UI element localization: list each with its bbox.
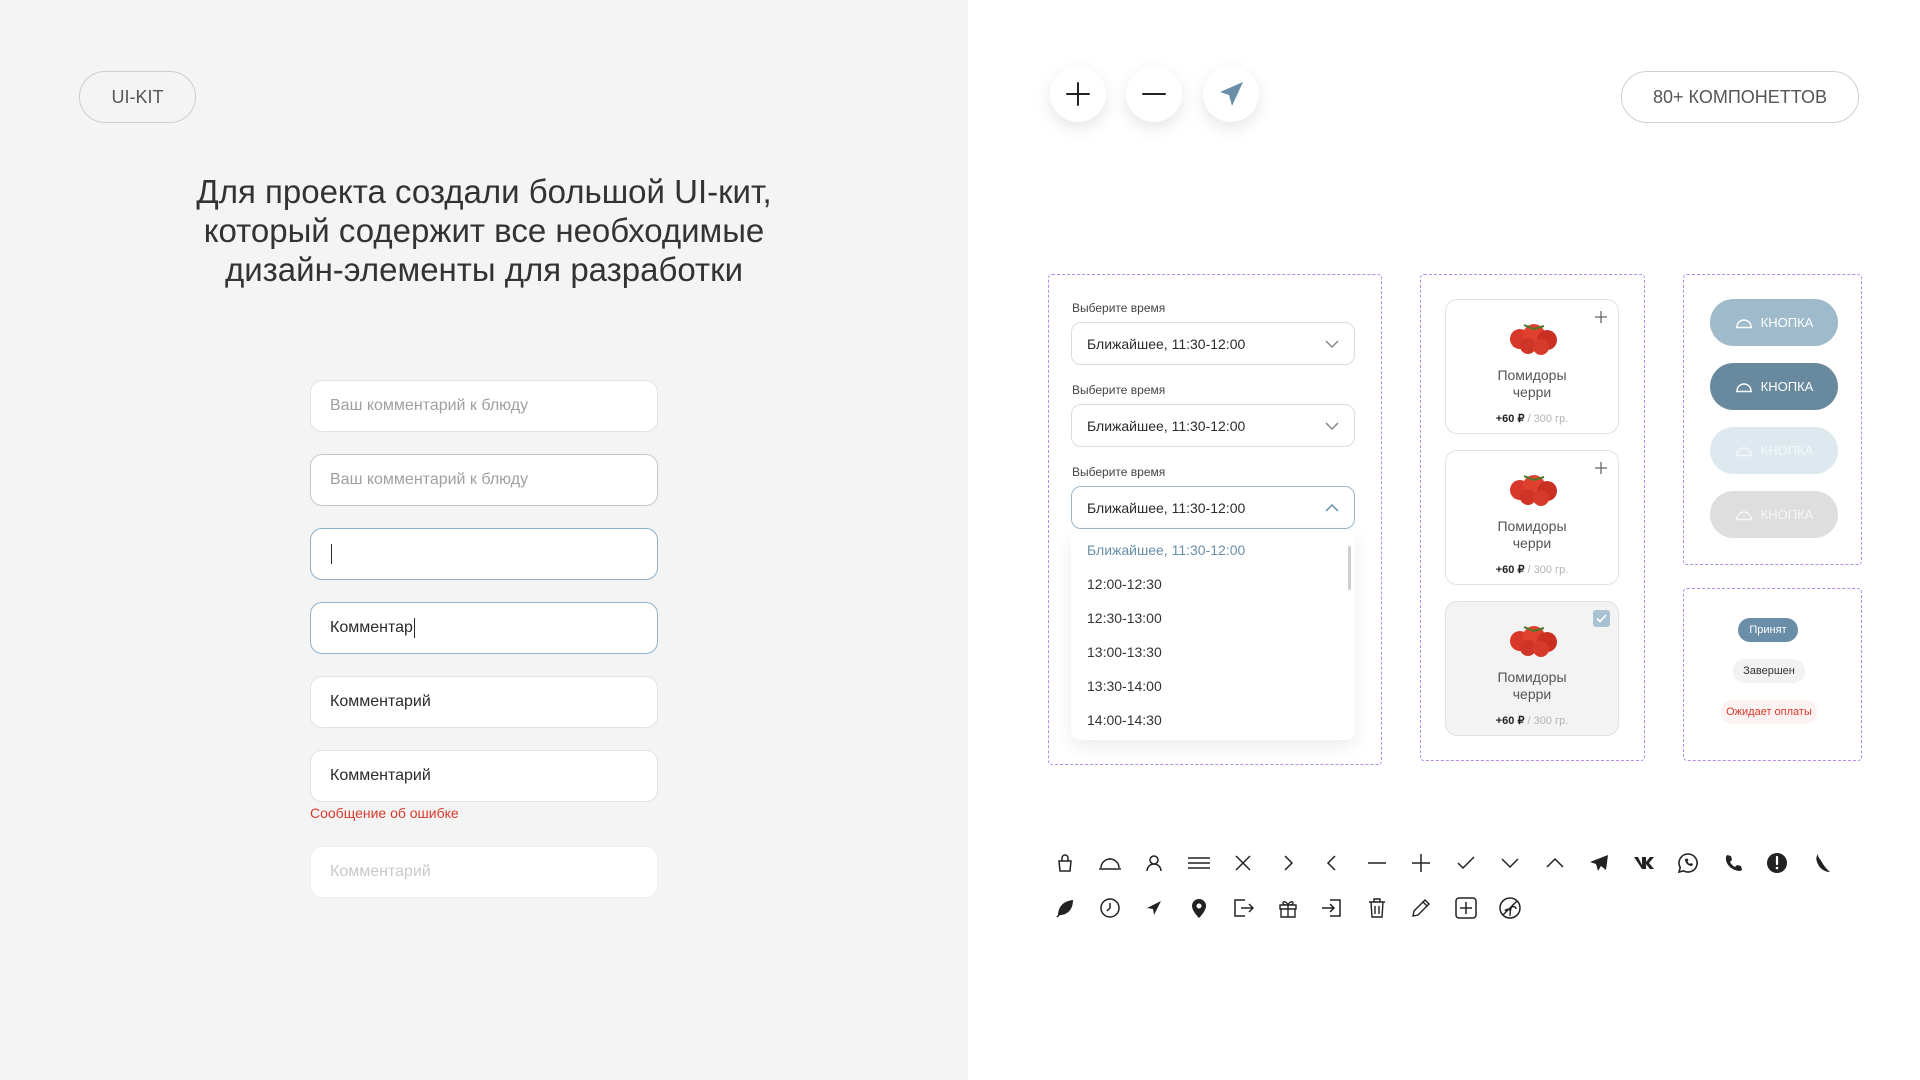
- check-icon: [1596, 614, 1607, 623]
- weight-value: / 300 гр.: [1527, 564, 1569, 576]
- weight-value: / 300 гр.: [1527, 715, 1569, 727]
- send-icon: [1217, 80, 1245, 108]
- cloche-icon: [1735, 445, 1753, 457]
- product-price: [1446, 412, 1618, 425]
- weight-value: / 300 гр.: [1527, 413, 1569, 425]
- dropdown-option[interactable]: 12:00-12:30: [1087, 576, 1162, 592]
- button-grey-disabled: [1710, 491, 1838, 538]
- dropdown-option[interactable]: 13:30-14:00: [1087, 678, 1162, 694]
- comment-field-placeholder: Комментарий: [330, 863, 431, 880]
- product-price: [1446, 563, 1618, 576]
- product-card[interactable]: [1445, 299, 1619, 434]
- add-icon[interactable]: [1594, 461, 1608, 475]
- minus-icon: [1355, 848, 1400, 878]
- text-caret: [331, 544, 332, 564]
- cloche-icon: [1735, 509, 1753, 521]
- location-arrow-icon: [1132, 893, 1177, 923]
- product-name: [1446, 518, 1618, 552]
- chevron-down-icon: [1324, 419, 1340, 433]
- minus-icon: [1141, 81, 1167, 107]
- tomato-image: [1506, 617, 1560, 657]
- trash-icon: [1355, 893, 1400, 923]
- tomato-image: [1506, 466, 1560, 506]
- product-name-line-1: Помидоры: [1497, 518, 1567, 534]
- comment-field-placeholder: Ваш комментарий к блюду: [330, 397, 529, 414]
- dropdown-scrollbar[interactable]: [1348, 546, 1351, 590]
- comment-field-placeholder: Ваш комментарий к блюду: [330, 471, 529, 488]
- components-count-pill: 80+ КОМПОНЕТТОВ: [1621, 71, 1859, 123]
- product-price: [1446, 714, 1618, 727]
- comment-field-focus[interactable]: [310, 528, 658, 580]
- button-hover[interactable]: [1710, 363, 1838, 410]
- vk-icon: [1622, 848, 1667, 878]
- check-icon: [1444, 848, 1489, 878]
- dropdown-option[interactable]: Ближайшее, 11:30-12:00: [1087, 542, 1246, 558]
- product-name-line-1: Помидоры: [1497, 367, 1567, 383]
- time-dropdown: [1071, 530, 1355, 740]
- select-value: Ближайшее, 11:30-12:00: [1087, 335, 1246, 352]
- chevron-left-icon: [1310, 848, 1355, 878]
- error-message: Сообщение об ошибке: [310, 805, 459, 821]
- button-default[interactable]: [1710, 299, 1838, 346]
- status-badge-done: Завершен: [1733, 659, 1805, 683]
- price-value: +60 ₽: [1495, 715, 1525, 727]
- chevron-down-icon: [1488, 848, 1533, 878]
- icon-row-2: [1043, 893, 1533, 923]
- chevron-down-icon: [1324, 337, 1340, 351]
- cloche-icon: [1735, 317, 1753, 329]
- cloche-icon: [1735, 381, 1753, 393]
- dropdown-option[interactable]: 13:00-13:30: [1087, 644, 1162, 660]
- plus-button[interactable]: [1050, 66, 1106, 122]
- checkbox-checked[interactable]: [1593, 610, 1610, 627]
- add-icon[interactable]: [1594, 310, 1608, 324]
- menu-icon: [1177, 848, 1222, 878]
- select-value: Ближайшее, 11:30-12:00: [1087, 417, 1246, 434]
- login-icon: [1310, 893, 1355, 923]
- comment-field-filled[interactable]: [310, 676, 658, 728]
- alert-icon: [1755, 848, 1800, 878]
- select-value: Ближайшее, 11:30-12:00: [1087, 499, 1246, 516]
- phone-icon: [1711, 848, 1756, 878]
- telegram-icon: [1577, 848, 1622, 878]
- chili-icon: [1800, 848, 1845, 878]
- chevron-up-icon: [1533, 848, 1578, 878]
- time-select-default[interactable]: [1071, 322, 1355, 365]
- comment-field-typing[interactable]: [310, 602, 658, 654]
- button-label: КНОПКА: [1760, 379, 1814, 394]
- plus-icon: [1399, 848, 1444, 878]
- status-badge-accepted: Принят: [1738, 618, 1798, 642]
- select-label: Выберите время: [1072, 301, 1166, 315]
- comment-field-disabled: [310, 846, 658, 898]
- product-name: [1446, 367, 1618, 401]
- user-icon: [1132, 848, 1177, 878]
- pencil-icon: [1399, 893, 1444, 923]
- select-label: Выберите время: [1072, 383, 1166, 397]
- button-label: КНОПКА: [1760, 315, 1814, 330]
- tomato-image: [1506, 315, 1560, 355]
- dropdown-option[interactable]: 14:00-14:30: [1087, 712, 1162, 728]
- product-name-line-1: Помидоры: [1497, 669, 1567, 685]
- clock-icon: [1088, 893, 1133, 923]
- plus-icon: [1065, 81, 1091, 107]
- status-badge-pending: Ожидает оплаты: [1721, 700, 1817, 724]
- whatsapp-icon: [1666, 848, 1711, 878]
- close-icon: [1221, 848, 1266, 878]
- icon-row-1: [1043, 848, 1844, 878]
- product-name-line-2: черри: [1512, 686, 1552, 702]
- text-caret: [414, 618, 415, 638]
- dropdown-option[interactable]: 12:30-13:00: [1087, 610, 1162, 626]
- cloche-icon: [1088, 848, 1133, 878]
- price-value: +60 ₽: [1495, 564, 1525, 576]
- button-light-disabled: [1710, 427, 1838, 474]
- select-label: Выберите время: [1072, 465, 1166, 479]
- product-name: [1446, 669, 1618, 703]
- comment-field-value: Комментарий: [330, 693, 431, 710]
- minus-button[interactable]: [1126, 66, 1182, 122]
- comment-field-value: Комментар: [330, 619, 413, 636]
- comment-field-hover[interactable]: [310, 454, 658, 506]
- product-name-line-2: черри: [1512, 384, 1552, 400]
- ui-kit-pill: UI-KIT: [79, 71, 196, 123]
- headline-line-1: Для проекта создали большой UI-кит,: [196, 173, 772, 210]
- price-value: +60 ₽: [1495, 413, 1525, 425]
- comment-field-error[interactable]: [310, 750, 658, 802]
- leaf-icon: [1043, 893, 1088, 923]
- comment-field-default[interactable]: [310, 380, 658, 432]
- button-label: КНОПКА: [1760, 443, 1814, 458]
- button-label: КНОПКА: [1760, 507, 1814, 522]
- time-select-hover[interactable]: [1071, 404, 1355, 447]
- gift-icon: [1266, 893, 1311, 923]
- chevron-up-icon: [1324, 501, 1340, 515]
- logout-icon: [1221, 893, 1266, 923]
- headline: [150, 172, 818, 289]
- headline-line-2: который содержит все необходимые: [203, 212, 765, 249]
- add-square-icon: [1444, 893, 1489, 923]
- chevron-right-icon: [1266, 848, 1311, 878]
- map-pin-icon: [1177, 893, 1222, 923]
- headline-line-3: дизайн-элементы для разработки: [224, 251, 744, 288]
- no-gluten-icon: [1488, 893, 1533, 923]
- bag-icon: [1043, 848, 1088, 878]
- product-card[interactable]: [1445, 450, 1619, 585]
- time-select-open[interactable]: [1071, 486, 1355, 529]
- product-name-line-2: черри: [1512, 535, 1552, 551]
- product-card-selected[interactable]: [1445, 601, 1619, 736]
- send-button[interactable]: [1203, 66, 1259, 122]
- comment-field-value: Комментарий: [330, 767, 431, 784]
